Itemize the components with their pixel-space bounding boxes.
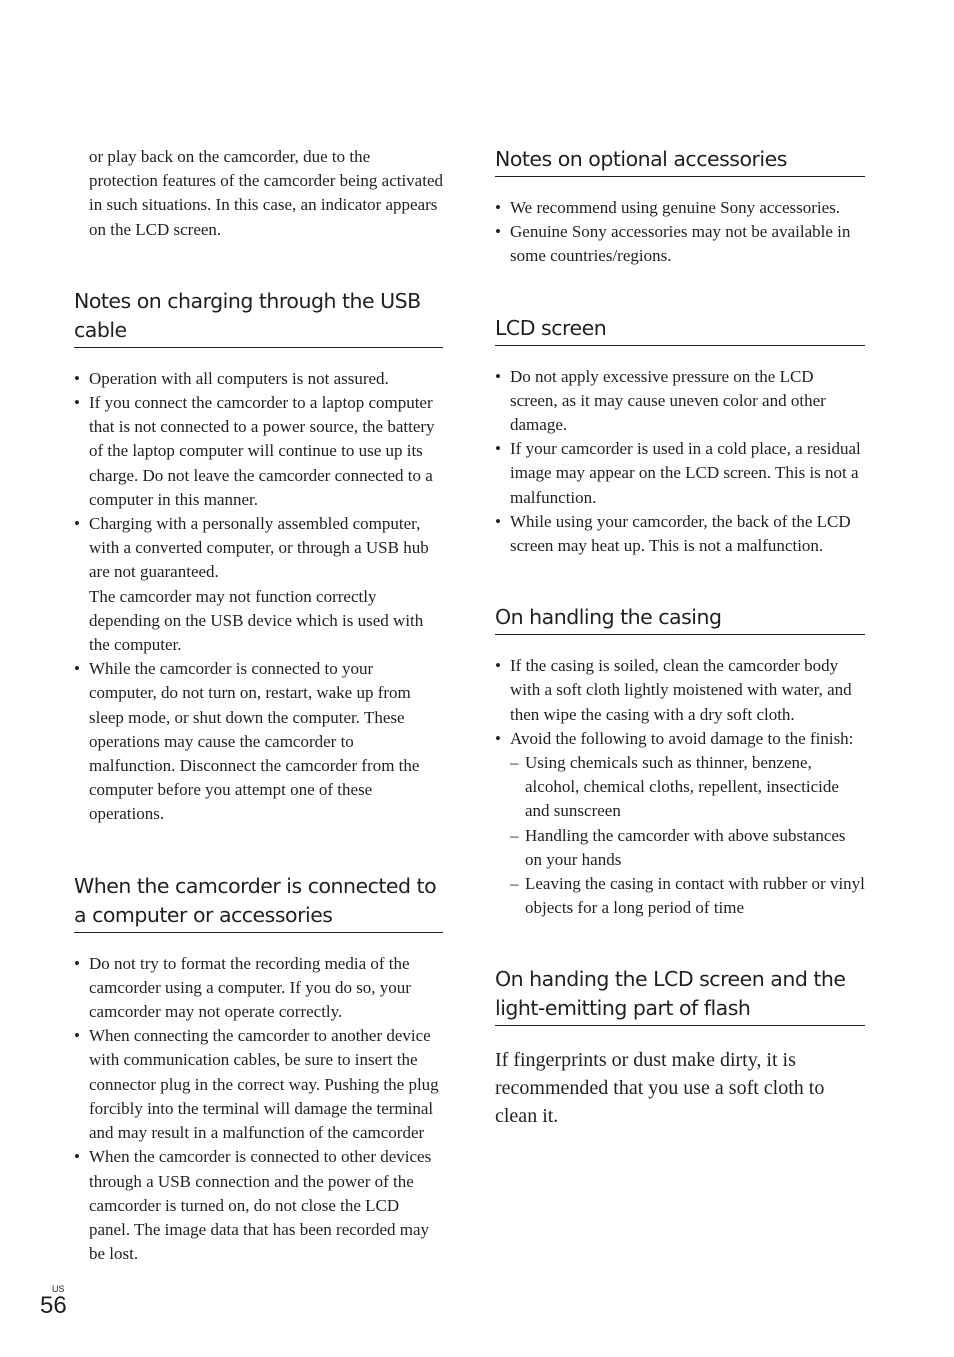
list-item-text: If you connect the camcorder to a laptop computer that is not connected to a power source, the battery of the laptop computer will continue to use up its charge. Do not leave the camcorder connected to a computer in this manner. xyxy=(89,393,435,509)
list-item xyxy=(495,654,865,727)
dash-mark: – xyxy=(510,825,519,845)
section-heading: On handling the casing xyxy=(495,603,865,635)
dash-list-item xyxy=(510,824,865,872)
list-item-text: If the casing is soiled, clean the camcorder body with a soft cloth lightly moistened with water, and then wipe the casing with a dry soft cloth. xyxy=(510,656,852,724)
dash-list-item xyxy=(510,872,865,920)
list-item xyxy=(495,196,865,220)
list-item-text: Operation with all computers is not assured. xyxy=(89,368,389,388)
bullet-list xyxy=(495,196,865,269)
section-heading: Notes on optional accessories xyxy=(495,145,865,177)
page-number: 56 xyxy=(40,1292,67,1319)
list-item-text: If your camcorder is used in a cold place, a residual image may appear on the LCD screen. This is not a malfunction. xyxy=(510,439,861,507)
bullet-list xyxy=(495,654,865,920)
list-item-text: Genuine Sony accessories may not be available in some countries/regions. xyxy=(510,222,851,266)
dash-mark: – xyxy=(510,874,519,894)
bullet-mark: • xyxy=(74,659,80,679)
bullet-mark: • xyxy=(495,222,501,242)
list-item xyxy=(74,952,443,1025)
list-item-extra-text: The camcorder may not function correctly depending on the USB device which is used with the computer. xyxy=(89,586,424,655)
list-item-text: Do not apply excessive pressure on the LCD screen, as it may cause uneven color and other damage. xyxy=(510,366,826,435)
section-heading: On handing the LCD screen and the light-emitting part of flash xyxy=(495,965,865,1026)
bullet-list xyxy=(74,367,443,827)
bullet-mark: • xyxy=(74,368,80,388)
section-heading: When the camcorder is connected to a computer or accessories xyxy=(74,872,443,933)
left-column xyxy=(74,145,443,1266)
dash-list-item-text: Using chemicals such as thinner, benzene, alcohol, chemical cloths, repellent, insecticide and sunscreen xyxy=(525,753,839,821)
list-item xyxy=(495,220,865,268)
list-item-text: When connecting the camcorder to another device with communication cables, be sure to insert the connector plug in the correct way. Pushing the plug forcibly into the terminal will damage the terminal and may result in a malfunction of the camcorder xyxy=(89,1026,439,1143)
bullet-mark: • xyxy=(495,656,501,676)
intro-continuation: or play back on the camcorder, due to the protection features of the camcorder being activated in such situations. In this case, an indicator appears on the LCD screen. xyxy=(89,147,443,239)
page-region-label: US xyxy=(52,1284,65,1294)
bullet-mark: • xyxy=(74,514,80,534)
bullet-mark: • xyxy=(495,728,501,748)
bullet-mark: • xyxy=(74,953,80,973)
bullet-mark: • xyxy=(495,439,501,459)
bullet-mark: • xyxy=(495,198,501,217)
list-item-text: We recommend using genuine Sony accessories. xyxy=(510,198,841,217)
bullet-list xyxy=(74,952,443,1267)
list-item-text: Avoid the following to avoid damage to the finish: xyxy=(510,728,854,748)
list-item-text: Do not try to format the recording media of the camcorder using a computer. If you do so, your camcorder may not operate correctly. xyxy=(89,953,411,1022)
right-column xyxy=(495,145,865,1130)
bullet-list xyxy=(495,365,865,559)
bullet-mark: • xyxy=(495,366,501,386)
section-lcd-flash-handling xyxy=(495,965,865,1130)
list-item-text: While the camcorder is connected to your computer, do not turn on, restart, wake up from sleep mode, or shut down the computer. These operations may cause the camcorder to malfunction. Disconnect the camcorder from the computer before you attempt one of these operations. xyxy=(89,659,420,824)
section-paragraph: If fingerprints or dust make dirty, it is recommended that you use a soft cloth to clean it. xyxy=(495,1049,825,1128)
section-heading: LCD screen xyxy=(495,314,865,346)
bullet-mark: • xyxy=(74,1147,80,1167)
list-item xyxy=(74,657,443,826)
list-item xyxy=(495,365,865,438)
list-item xyxy=(74,1024,443,1145)
section-usb-charging xyxy=(74,287,443,827)
dash-mark: – xyxy=(510,753,519,773)
list-item-text: While using your camcorder, the back of the LCD screen may heat up. This is not a malfunction. xyxy=(510,511,851,556)
list-item-text: When the camcorder is connected to other devices through a USB connection and the power of the camcorder is turned on, do not close the LCD panel. The image data that has been recorded may be lost. xyxy=(89,1147,432,1264)
section-heading: Notes on charging through the USB cable xyxy=(74,287,443,348)
list-item xyxy=(74,1145,443,1266)
list-item xyxy=(495,727,865,921)
dash-list-item-text: Handling the camcorder with above substances on your hands xyxy=(525,825,846,869)
list-item xyxy=(74,367,443,391)
dash-list-item xyxy=(510,751,865,824)
dash-list xyxy=(510,751,865,920)
section-lcd-screen xyxy=(495,314,865,559)
list-item-text: Charging with a personally assembled computer, with a converted computer, or through a USB hub are not guaranteed. xyxy=(89,514,429,582)
bullet-mark: • xyxy=(74,1026,80,1046)
dash-list-item-text: Leaving the casing in contact with rubber or vinyl objects for a long period of time xyxy=(525,874,865,918)
list-item xyxy=(74,512,443,657)
bullet-mark: • xyxy=(495,511,501,531)
list-item xyxy=(74,391,443,512)
bullet-mark: • xyxy=(74,393,80,413)
list-item xyxy=(495,437,865,510)
section-connected-computer xyxy=(74,872,443,1267)
section-optional-accessories xyxy=(495,145,865,269)
section-handling-casing xyxy=(495,603,865,920)
list-item xyxy=(495,510,865,558)
